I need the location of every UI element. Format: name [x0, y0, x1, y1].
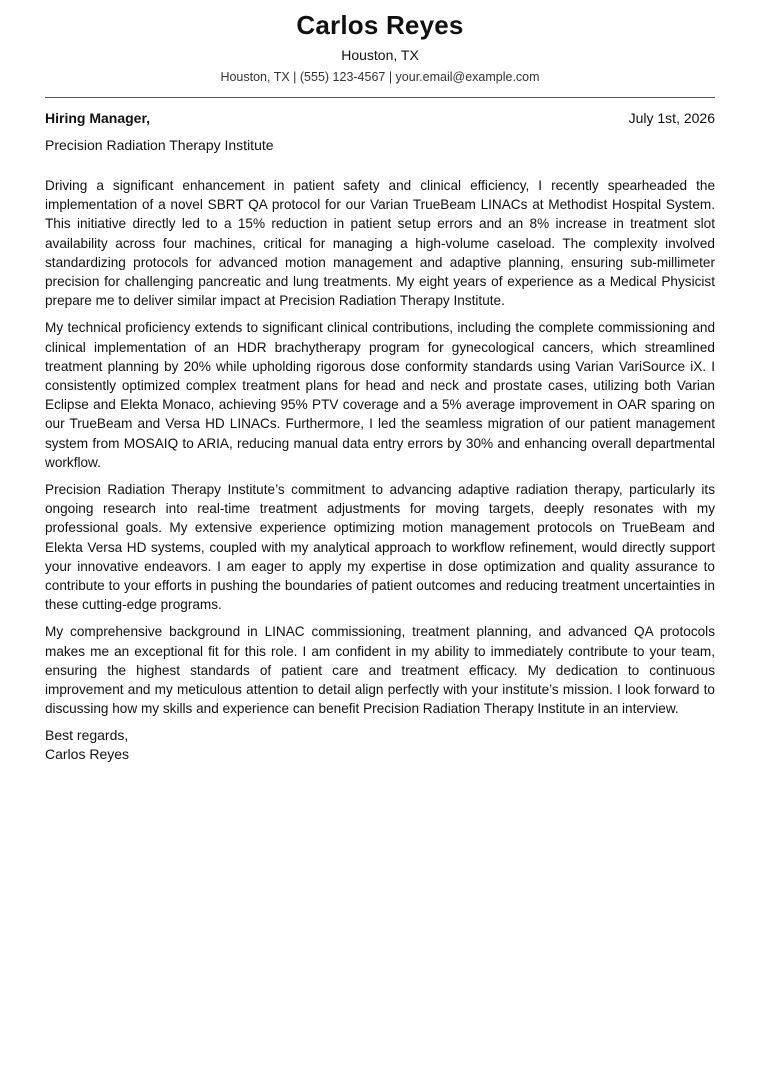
- letter-closing-block: [45, 726, 715, 764]
- letter-header: [45, 0, 715, 85]
- body-paragraph-3: Precision Radiation Therapy Institute’s commitment to advancing adaptive radiation therapy, particularly its ongoing research into real-time treatment adjustments for moving targets, deeply resonates with my professional goals. My extensive experience optimizing motion management protocols on TrueBeam and Elekta Versa HD systems, coupled with my analytical approach to workflow refinement, would directly support your innovative endeavors. I am eager to apply my expertise in dose optimization and quality assurance to contribute to your efforts in pushing the boundaries of patient outcomes and reducing treatment uncertainties in these cutting-edge programs.: [45, 482, 715, 613]
- letter-body: [45, 176, 715, 718]
- body-paragraph-1: Driving a significant enhancement in patient safety and clinical efficiency, I recently spearheaded the implementation of a novel SBRT QA protocol for our Varian TrueBeam LINACs at Methodist Hospital System. This initiative directly led to a 15% reduction in patient setup errors and an 8% increase in treatment slot availability across four machines, critical for managing a high-volume caseload. The complexity involved standardizing protocols for advanced motion management and adaptive planning, ensuring sub-millimeter precision for challenging pancreatic and lung treatments. My eight years of experience as a Medical Physicist prepare me to deliver similar impact at Precision Radiation Therapy Institute.: [45, 178, 715, 309]
- applicant-contact-line: Houston, TX | (555) 123-4567 | your.email@example.com: [220, 70, 540, 84]
- recipient-date-row: [45, 109, 715, 127]
- body-paragraph-4: My comprehensive background in LINAC commissioning, treatment planning, and advanced QA protocols makes me an exceptional fit for this role. I am confident in my ability to immediately contribute to your team, ensuring the highest standards of patient care and treatment efficacy. My dedication to continuous improvement and my meticulous attention to detail align perfectly with your institute’s mission. I look forward to discussing how my skills and experience can benefit Precision Radiation Therapy Institute in an interview.: [45, 624, 715, 717]
- body-paragraph-2: My technical proficiency extends to significant clinical contributions, including the complete commissioning and clinical implementation of an HDR brachytherapy program for gynecological cancers, which streamlined treatment planning by 20% while upholding rigorous dose conformity standards using Varian VariSource iX. I consistently optimized complex treatment plans for head and neck and prostate cases, utilizing both Varian Eclipse and Elekta Monaco, achieving 95% PTV coverage and a 5% average improvement in OAR sparing on our TrueBeam and Versa HD LINACs. Furthermore, I led the seamless migration of our patient management system from MOSAIQ to ARIA, reducing manual data entry errors by 30% and enhancing overall departmental workflow.: [45, 320, 715, 470]
- signature-name: Carlos Reyes: [45, 746, 130, 763]
- recipient-salutation: Hiring Manager,: [45, 110, 151, 126]
- applicant-location: Houston, TX: [341, 47, 419, 63]
- applicant-name: Carlos Reyes: [296, 10, 464, 40]
- header-divider: [45, 97, 715, 98]
- recipient-company: Precision Radiation Therapy Institute: [45, 137, 274, 153]
- letter-date: July 1st, 2026: [628, 110, 715, 126]
- closing-phrase: Best regards,: [45, 727, 129, 744]
